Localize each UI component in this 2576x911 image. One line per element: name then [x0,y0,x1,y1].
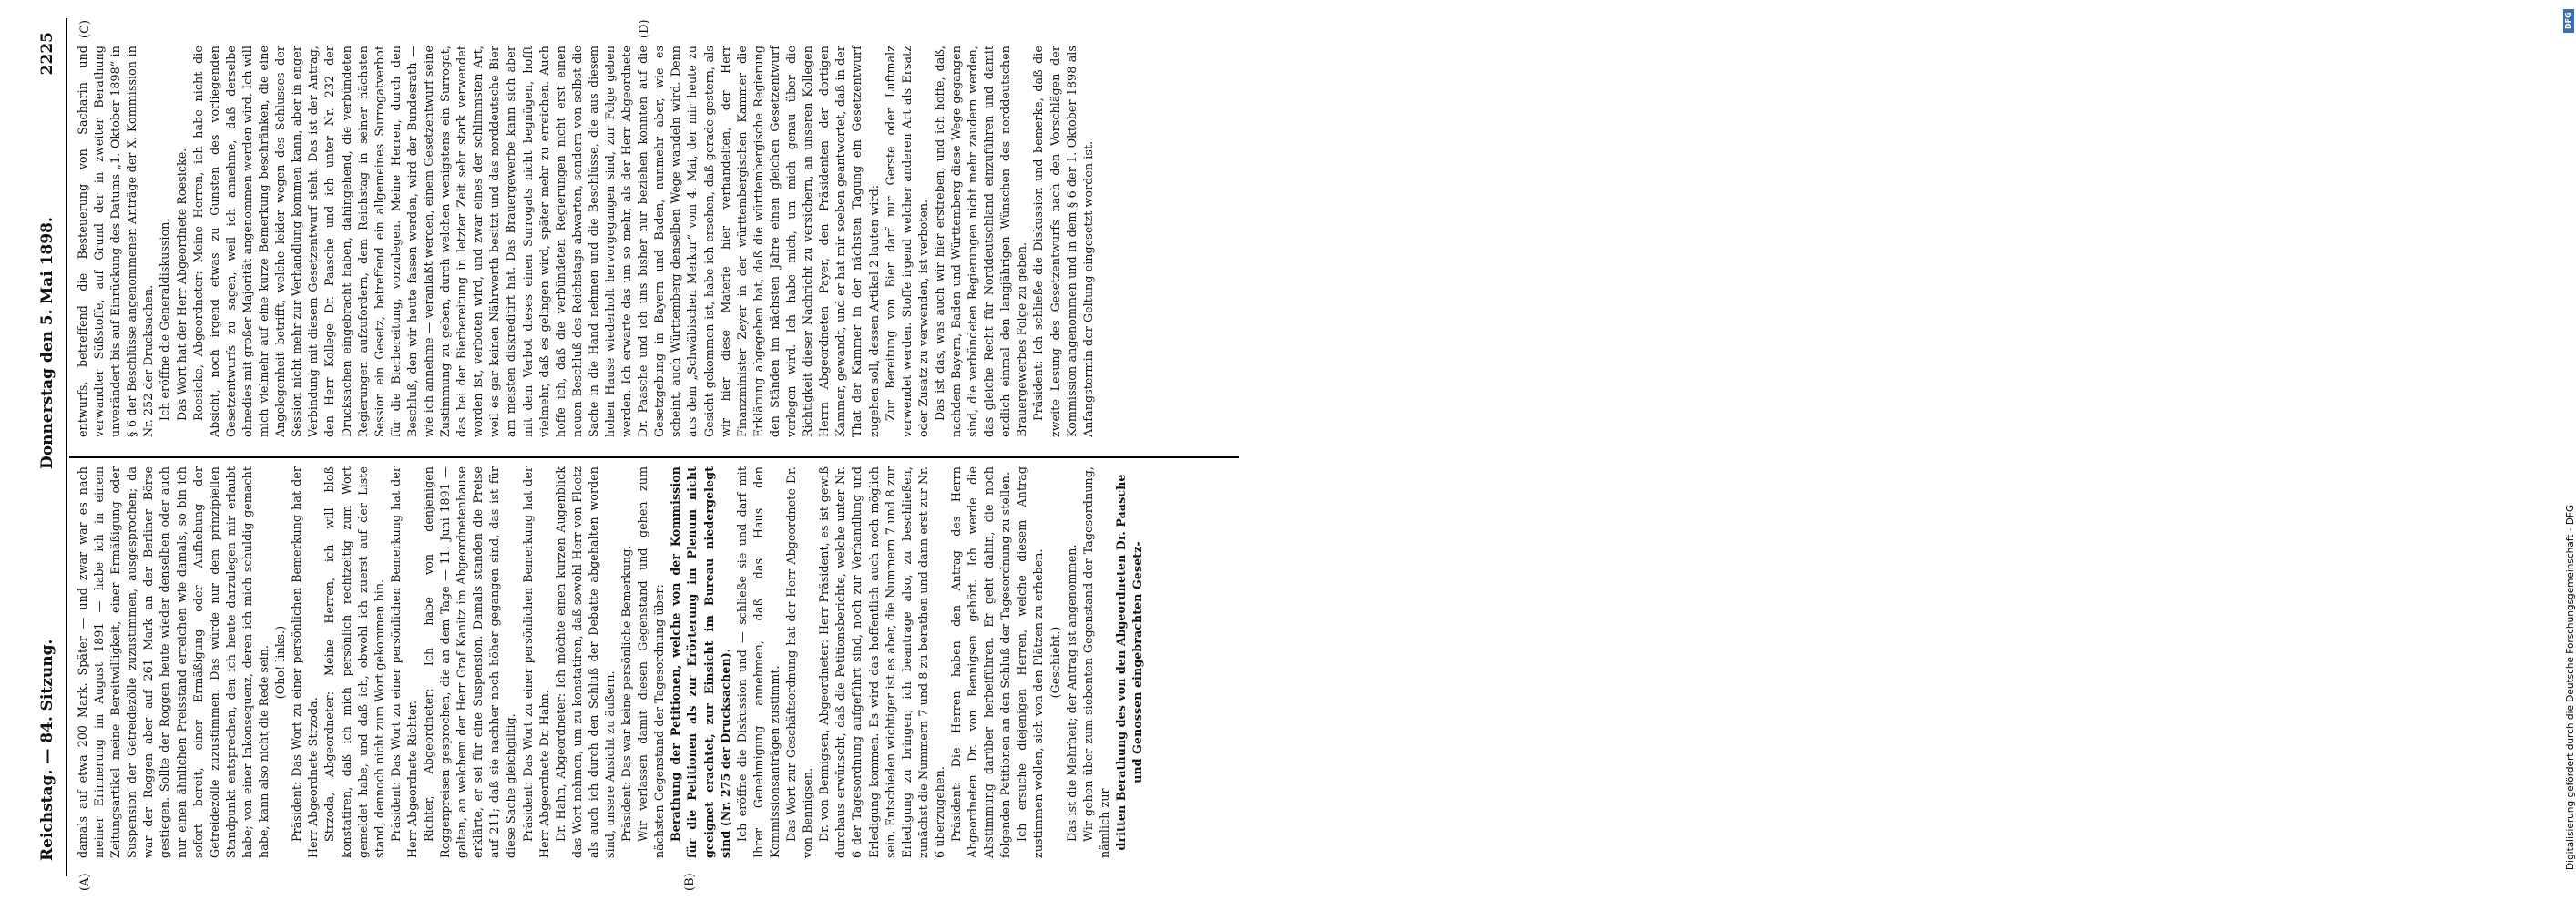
paragraph: Präsident: Die Herren haben den Antrag des Herrn Abgeordneten Dr. von Bennigsen gehört. Ich werde die Abstimmung darüber herbeiführen. Er geht dahin, die noch folgenden Petitionen an den Schluß der Tagesordnung zu stellen. [948,466,1013,858]
digitization-sidebar [1271,0,2576,911]
newspaper-page [0,0,1257,911]
paragraph: Roesicke, Abgeordneter: Meine Herren, ich habe nicht die Absicht, noch irgend etwas zu Gunsten des vorliegenden Gesetzentwurfs zu sagen, weil ich annehme, daß derselbe ohnedies mit großer Majorität angenommen werden wird. Ich will mich vielmehr auf eine kurze Bemerkung beschränken, die eine Angelegenheit betrifft, welche leider wegen des Schlusses der Session nicht mehr zur Verhandlung kommen kann, aber in enger Verbindung mit diesem Gesetzentwurf steht. Das ist der Antrag, den Herr Kollege Dr. Paasche und ich unter Nr. 232 der Drucksachen eingebracht haben, dahingehend, die verbündeten Regierungen aufzufordern, dem Reichstag in seiner nächsten Session ein Gesetz, betreffend ein allgemeines Surrogatverbot für die Bierbereitung, vorzulegen. Meine Herren, durch den Beschluß, den wir heute fassen werden, wird der Bundesrath — wie ich annehme — veranlaßt werden, einem Gesetzentwurf seine Zustimmung zu geben, durch welchen wenigstens ein Surrogat, das bei der Bierbereitung in letzter Zeit sehr stark verwendet worden ist, verboten wird, und zwar eines der schlimmsten Art, weil es gar keinen Nährwerth besitzt und das norddeutsche Bier am meisten diskreditirt hat. Das Brauergewerbe kann sich aber mit dem Verbot dieses einen Surrogats nicht begnügen, hofft vielmehr, daß es gelingen wird, später mehr zu erreichen. Auch hoffe ich, daß die verbündeten Regierungen nicht erst einen neuen Beschluß des Reichstags abwarten, sondern von selbst die Sache in die Hand nehmen und die Beschlüsse, die aus diesem hohen Hause wiederholt hervorgegangen sind, zur Folge geben werden. Ich erwarte das um so mehr, als der Herr Abgeordnete Dr. Paasche und ich uns bisher nur beziehen konnten auf die Gesetzgebung in Bayern und Baden, nunmehr aber, wie es scheint, auch Württemberg denselben Wege wandeln wird. Denn aus dem „Schwäbischen Merkur“ vom 4. Mai, der mir heute zu Gesicht gekommen ist, habe ich ersehen, daß gerade gestern, als wir hier diese Materie hier verhandelten, der Herr Finanzminister Zeyer in der württembergischen Kammer die Erklärung abgegeben hat, daß die württembergische Regierung den Ständen im nächsten Jahre einen gleichen Gesetzentwurf vorlegen wird. Ich habe mich, um mich genau über die Richtigkeit dieser Nachricht zu versichern, an unseren Kollegen Herrn Abgeordneten Payer, den Präsidenten der dortigen Kammer, gewandt, und er hat mir soeben geantwortet, daß in der That der Kammer in der nächsten Tagung ein Gesetzentwurf zugehen soll, dessen Artikel 2 lauten wird: [190,46,881,437]
paragraph: Präsident: Ich schließe die Diskussion und bemerke, daß die zweite Lesung des Gesetzentwurfs nach den Vorschlägen der Kommission angenommen und in dem § 6 der 1. Oktober 1898 als Anfangstermin der Geltung eingesetzt worden ist. [1031,46,1095,437]
header-date: Donnerstag den 5. Mai 1898. [38,217,56,469]
paragraph: Ich eröffne die Diskussion und — schließe sie und darf mit Ihrer Genehmigung annehmen, daß das Haus den Kommissionsanträgen zustimmt. [734,466,782,858]
paragraph: Das Wort zur Geschäftsordnung hat der Herr Abgeordnete Dr. von Bennigsen. [784,466,815,858]
paragraph: Das ist das, was auch wir hier erstreben, und ich hoffe, daß, nachdem Bayern, Baden und Württemberg diese Wege gegangen sind, die verbündeten Regierungen nicht mehr zaudern werden, das gleiche Recht für Norddeutschland einzuführen und damit endlich einmal den langjährigen Wünschen des norddeutschen Brauergewerbes Folge zu geben. [932,46,1029,437]
paragraph: Richter, Abgeordneter: Ich habe von denjenigen Roggenpreisen gesprochen, die an dem Tage — 11. Juni 1891 — galten, an welchem der Herr Graf Kanitz im Abgeordnetenhause erklärte, er sei für eine Suspension. Damals standen die Preise auf 211; daß sie nachher noch höher gegangen sind, das ist für diese Sache gleichgiltig. [421,466,518,858]
paragraph: Das ist die Mehrheit; der Antrag ist angenommen. [1064,544,1078,842]
paragraph: Strzoda, Abgeordneter: Meine Herren, ich will bloß konstatiren, daß ich mich persönlich rechtzeitig zum Wort gemeldet habe, und daß ich, obwohl ich zuerst auf der Liste stand, dennoch nicht zum Wort gekommen bin. [322,466,386,858]
right-column [75,46,1097,437]
paragraph: Das Wort hat der Herr Abgeordnete Roesicke. [174,148,189,421]
paragraph: Dr. von Bennigsen, Abgeordneter: Herr Präsident, es ist gewiß durchaus erwünscht, daß die Petitionsberichte, welche unter Nr. 6 der Tagesordnung aufgeführt sind, noch zur Verhandlung und Erledigung kommen. Es wird das hoffentlich auch noch möglich sein. Entschieden wichtiger ist es aber, die Nummern 7 und 8 zur Erledigung zu bringen; ich beantrage also, zu beschließen, zunächst die Nummern 7 und 8 zu berathen und dann erst zur Nr. 6 überzugehen. [817,466,946,858]
agenda-item: Berathung der Petitionen, welche von der Kommission für die Petitionen als zur Erörterung im Plenum nicht geeignet erachtet, zur Einsicht im Bureau niedergelegt sind (Nr. 275 der Drucksachen). [669,466,732,858]
paragraph: Präsident: Das Wort zu einer persönlichen Bemerkung hat der Herr Abgeordnete Strzoda. [290,466,321,858]
paragraph: Präsident: Das Wort zu einer persönlichen Bemerkung hat der Herr Abgeordnete Dr. Hahn. [520,466,551,858]
header-left: Reichstag. — 84. Sitzung. [38,639,56,861]
margin-marker-c: (C) [78,19,92,38]
left-column [75,466,1146,858]
paragraph: Wir verlassen damit diesen Gegenstand und gehen zum nächsten Gegenstand der Tagesordnung über: [636,466,667,858]
interjection: (Oho! links.) [273,625,288,700]
paragraph: Wir gehen über zum siebenten Gegenstand der Tagesordnung, nämlich zur [1080,466,1111,858]
page-header [38,32,62,861]
paragraph: entwurfs, betreffend die Besteuerung von Sacharin und verwandter Süßstoffe, auf Grund der in zweiter Berathung unverändert bis auf Einrückung des Datums „1. Oktober 1898“ in § 6 der Beschlüsse angenommenen Anträge der X. Kommission in Nr. 252 der Drucksachen. [76,46,156,437]
agenda-item: dritten Berathung des von den Abgeordneten Dr. Paasche und Genossen eingebrachten Gesetz- [1113,474,1144,851]
margin-marker-a: (A) [78,873,92,891]
paragraph: damals auf etwa 200 Mark. Später — und zwar war es nach meiner Erinnerung im August 1891 — habe ich in einem Zeitungsartikel meine Bereitwilligkeit, einer Ermäßigung oder Suspension der Getreidezölle zuzustimmen, ausgesprochen; da war der Roggen aber auf 261 Mark an der Berliner Börse gestiegen. Sollte der Roggen heute wieder denselben oder auch nur einen ähnlichen Preisstand erreichen wie damals, so bin ich sofort bereit, einer Ermäßigung oder Aufhebung der Getreidezölle zuzustimmen. Das würde nur dem prinzipiellen Standpunkt entsprechen, den ich heute darzulegen mir erlaubt habe; von einer Inkonsequenz, deren ich mich schuldig gemacht habe, kann also nicht die Rede sein. [76,466,271,858]
quoted-article: Zur Bereitung von Bier darf nur Gerste oder Luftmalz verwendet werden. Stoffe irgend welcher anderen Art als Ersatz oder Zusatz zu verwenden, ist verboten. [883,46,930,437]
page-number: 2225 [38,32,56,76]
paragraph: Präsident: Das war keine persönliche Bemerkung. [619,545,634,842]
header-rule [66,18,67,876]
dfg-logo: DFG [2563,9,2574,33]
paragraph: Ich eröffne die Generaldiskussion. [158,218,172,421]
paragraph: Präsident: Das Wort zu einer persönlichen Bemerkung hat der Herr Abgeordnete Richter. [388,466,419,858]
margin-marker-d: (D) [638,19,651,38]
paragraph: Dr. Hahn, Abgeordneter: Ich möchte einen kurzen Augenblick das Wort nehmen, um zu konstatiren, daß sowohl Herr von Ploetz als auch ich durch den Schluß der Debatte abgehalten worden sind, unsere Ansicht zu äußern. [553,466,617,858]
margin-marker-b: (B) [683,873,697,891]
column-divider [69,456,1239,458]
digitization-notice: Digitalisierung gefördert durch die Deutsche Forschungsgemeinschaft - DFG [2565,504,2576,870]
interjection: (Geschieht.) [1048,626,1062,699]
paragraph: Ich ersuche diejenigen Herren, welche diesem Antrag zustimmen wollen, sich von den Plätzen zu erheben. [1015,466,1046,858]
